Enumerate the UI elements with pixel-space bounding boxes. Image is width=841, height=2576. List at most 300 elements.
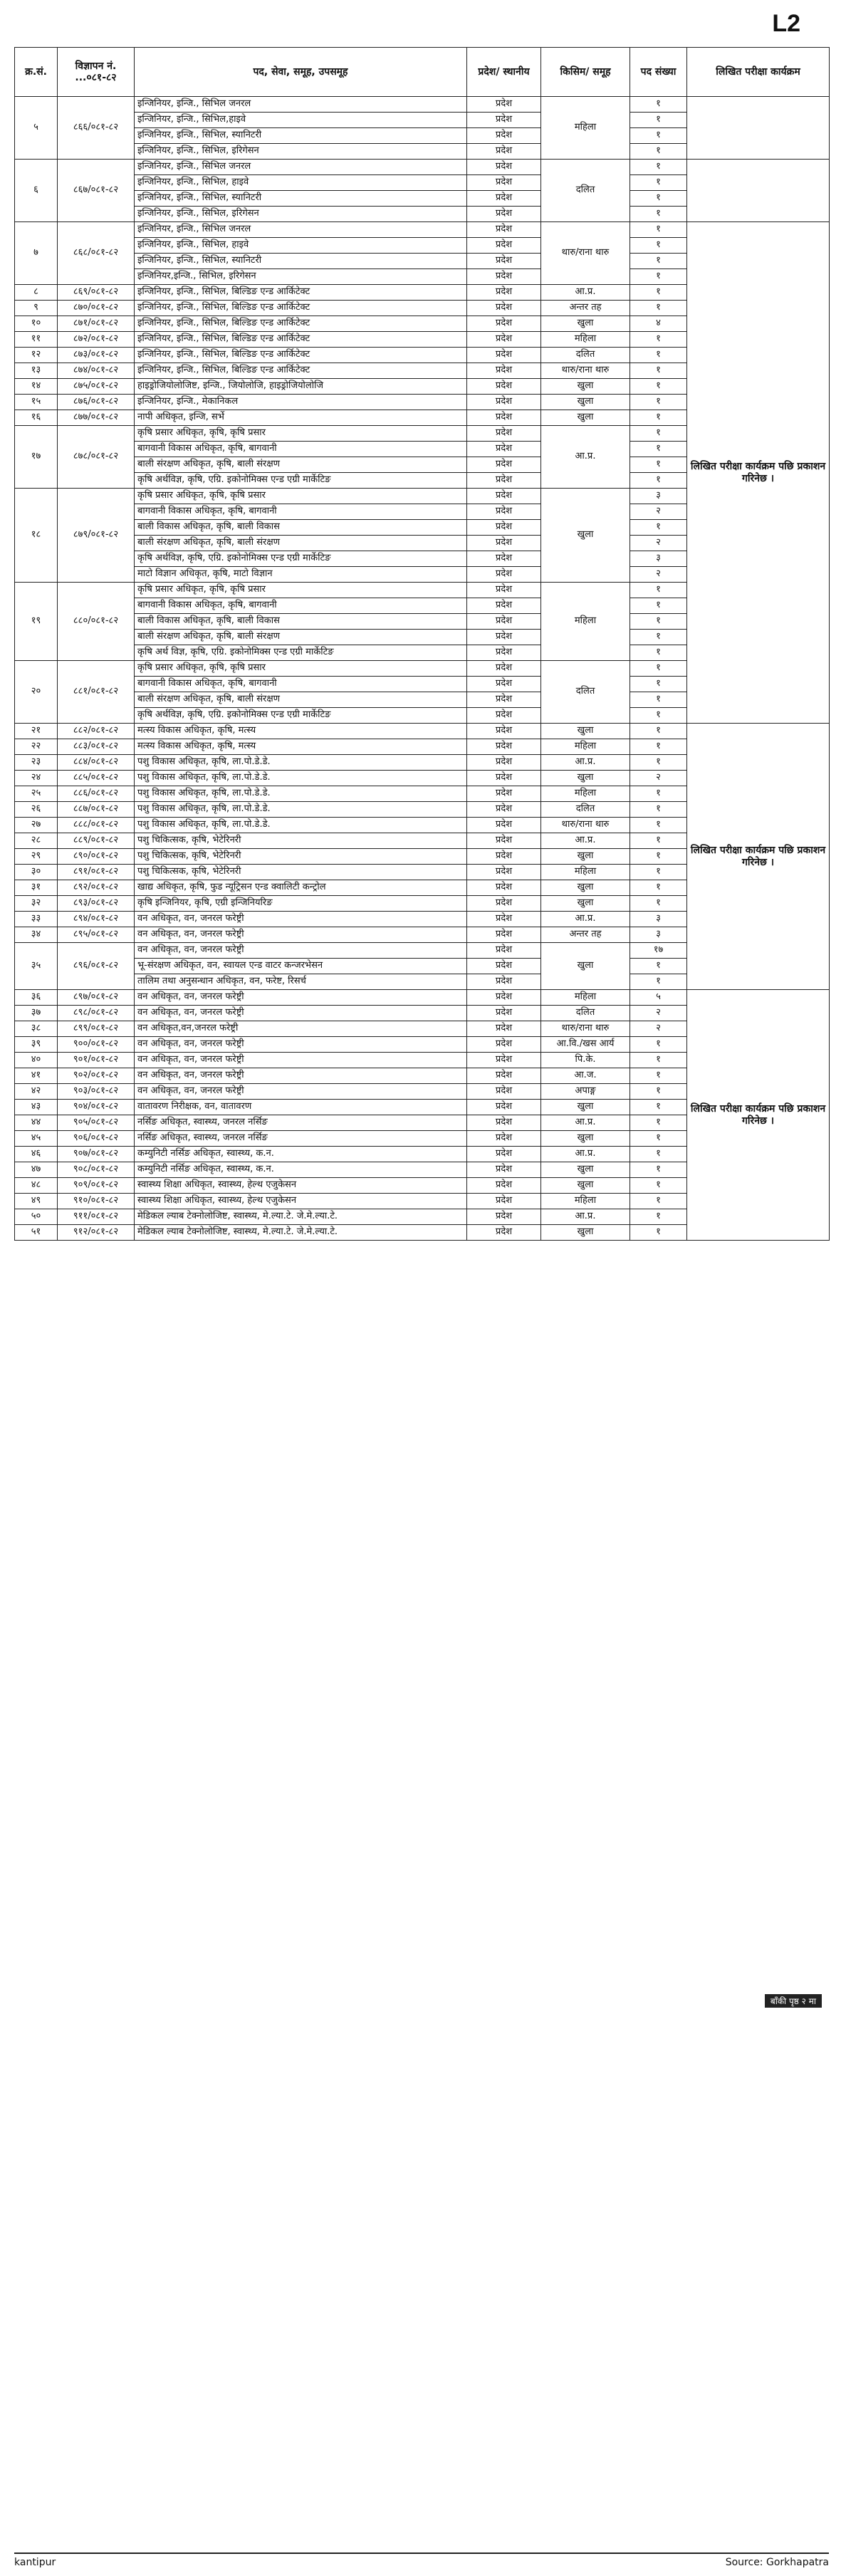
row-adv-number: ८८३/०८१-८२ <box>58 739 135 755</box>
row-count: १ <box>630 363 687 379</box>
row-sn: ८ <box>15 285 58 301</box>
row-post: वन अधिकृत, वन, जनरल फरेष्ट्री <box>135 1068 467 1084</box>
row-count: १ <box>630 755 687 771</box>
row-post: स्वास्थ्य शिक्षा अधिकृत, स्वास्थ्य, हेल्थ एजुकेसन <box>135 1194 467 1209</box>
row-adv-number: ८७७/०८१-८२ <box>58 410 135 426</box>
row-count: २ <box>630 567 687 583</box>
row-adv-number: ८७१/०८१-८२ <box>58 316 135 332</box>
row-post: पशु चिकित्सक, कृषि, भेटेरिनरी <box>135 849 467 865</box>
row-type: आ.प्र. <box>541 833 630 849</box>
row-level: प्रदेश <box>467 536 541 551</box>
row-level: प्रदेश <box>467 645 541 661</box>
header-post: पद, सेवा, समूह, उपसमूह <box>135 48 467 97</box>
row-adv-number: ९०६/०८१-८२ <box>58 1131 135 1147</box>
row-adv-number: ९११/०८१-८२ <box>58 1209 135 1225</box>
row-level: प्रदेश <box>467 113 541 128</box>
row-level: प्रदेश <box>467 191 541 207</box>
row-adv-number: ९०१/०८१-८२ <box>58 1053 135 1068</box>
row-adv-number: ८८०/०८१-८२ <box>58 583 135 661</box>
row-adv-number: ८९५/०८१-८२ <box>58 927 135 943</box>
table-body <box>15 97 830 1241</box>
footer-left: kantipur <box>14 2557 56 2568</box>
row-post: पशु विकास अधिकृत, कृषि, ला.पो.डे.डे. <box>135 786 467 802</box>
row-level: प्रदेश <box>467 269 541 285</box>
row-adv-number: ८९८/०८१-८२ <box>58 1006 135 1021</box>
row-count: १ <box>630 1147 687 1162</box>
row-post: भू-संरक्षण अधिकृत, वन, स्वायल एन्ड वाटर कन्जरभेसन <box>135 959 467 974</box>
row-post: इन्जिनियर, इन्जि., सिभिल जनरल <box>135 97 467 113</box>
row-post: नर्सिङ अधिकृत, स्वास्थ्य, जनरल नर्सिङ <box>135 1115 467 1131</box>
row-sn: ४६ <box>15 1147 58 1162</box>
row-sn: ६ <box>15 160 58 222</box>
header-level: प्रदेश/ स्थानीय <box>467 48 541 97</box>
row-count: १ <box>630 1115 687 1131</box>
row-level: प्रदेश <box>467 583 541 598</box>
row-post: इन्जिनियर, इन्जि., सिभिल, हाइवे <box>135 238 467 254</box>
row-sn: १६ <box>15 410 58 426</box>
row-count: १ <box>630 974 687 990</box>
row-level: प्रदेश <box>467 301 541 316</box>
row-adv-number: ८६६/०८१-८२ <box>58 97 135 160</box>
row-adv-number: ८८२/०८१-८२ <box>58 724 135 739</box>
row-count: १ <box>630 254 687 269</box>
row-sn: २३ <box>15 755 58 771</box>
row-post: इन्जिनियर, इन्जि., सिभिल, बिल्डिङ एन्ड आर्किटेक्ट <box>135 348 467 363</box>
row-count: १ <box>630 285 687 301</box>
footer-rule <box>14 2552 829 2554</box>
row-level: प्रदेश <box>467 175 541 191</box>
row-level: प्रदेश <box>467 1053 541 1068</box>
row-type: खुला <box>541 379 630 395</box>
row-sn: ११ <box>15 332 58 348</box>
row-level: प्रदेश <box>467 97 541 113</box>
row-post: इन्जिनियर, इन्जि., सिभिल, बिल्डिङ एन्ड आर्किटेक्ट <box>135 285 467 301</box>
row-post: इन्जिनियर, इन्जि., सिभिल, बिल्डिङ एन्ड आर्किटेक्ट <box>135 332 467 348</box>
row-level: प्रदेश <box>467 1068 541 1084</box>
row-type: खुला <box>541 724 630 739</box>
row-count: २ <box>630 1006 687 1021</box>
row-adv-number: ८८५/०८१-८२ <box>58 771 135 786</box>
row-count: १ <box>630 598 687 614</box>
row-type: दलित <box>541 348 630 363</box>
row-level: प्रदेश <box>467 896 541 912</box>
row-post: पशु चिकित्सक, कृषि, भेटेरिनरी <box>135 865 467 880</box>
row-level: प्रदेश <box>467 739 541 755</box>
row-count: १ <box>630 410 687 426</box>
row-level: प्रदेश <box>467 160 541 175</box>
row-level: प्रदेश <box>467 661 541 677</box>
row-count: १ <box>630 1225 687 1241</box>
row-post: कृषि अर्थविज्ञ, कृषि, एग्रि. इकोनोमिक्स एन्ड एग्री मार्केटिङ <box>135 473 467 489</box>
row-count: १ <box>630 426 687 442</box>
row-count: १ <box>630 457 687 473</box>
row-level: प्रदेश <box>467 630 541 645</box>
row-post: इन्जिनियर, इन्जि., सिभिल जनरल <box>135 160 467 175</box>
row-count: १ <box>630 865 687 880</box>
row-sn: २५ <box>15 786 58 802</box>
row-level: प्रदेश <box>467 1006 541 1021</box>
row-post: इन्जिनियर, इन्जि., सिभिल,हाइवे <box>135 113 467 128</box>
row-adv-number: ८९१/०८१-८२ <box>58 865 135 880</box>
row-level: प्रदेश <box>467 222 541 238</box>
row-sn: ४३ <box>15 1100 58 1115</box>
row-post: वन अधिकृत, वन, जनरल फरेष्ट्री <box>135 1084 467 1100</box>
row-level: प्रदेश <box>467 410 541 426</box>
row-level: प्रदेश <box>467 1162 541 1178</box>
row-post: इन्जिनियर, इन्जि., सिभिल, इरिगेसन <box>135 207 467 222</box>
row-type: पि.के. <box>541 1053 630 1068</box>
row-post: इन्जिनियर, इन्जि., सिभिल, स्यानिटरी <box>135 128 467 144</box>
row-post: बाली विकास अधिकृत, कृषि, बाली विकास <box>135 614 467 630</box>
continued-tag: बाँकी पृष्ठ २ मा <box>765 1994 822 2008</box>
row-count: १ <box>630 833 687 849</box>
row-level: प्रदेश <box>467 285 541 301</box>
row-adv-number: ८७४/०८१-८२ <box>58 363 135 379</box>
row-post: इन्जिनियर, इन्जि., सिभिल, बिल्डिङ एन्ड आर्किटेक्ट <box>135 301 467 316</box>
row-sn: १२ <box>15 348 58 363</box>
row-post: इन्जिनियर, इन्जि., सिभिल, बिल्डिङ एन्ड आर्किटेक्ट <box>135 363 467 379</box>
row-exam-schedule: लिखित परीक्षा कार्यक्रम पछि प्रकाशन गरिनेछ । <box>687 724 830 990</box>
row-type: खुला <box>541 489 630 583</box>
row-type: आ.प्र. <box>541 1147 630 1162</box>
row-count: १ <box>630 301 687 316</box>
row-post: माटो विज्ञान अधिकृत, कृषि, माटो विज्ञान <box>135 567 467 583</box>
row-type: आ.ज. <box>541 1068 630 1084</box>
row-level: प्रदेश <box>467 254 541 269</box>
row-count: १ <box>630 724 687 739</box>
row-type: थारु/राना थारु <box>541 363 630 379</box>
row-type: दलित <box>541 1006 630 1021</box>
row-count: १ <box>630 896 687 912</box>
header-count: पद संख्या <box>630 48 687 97</box>
footer <box>14 2557 829 2568</box>
row-sn: १० <box>15 316 58 332</box>
row-sn: ४२ <box>15 1084 58 1100</box>
row-type: महिला <box>541 739 630 755</box>
row-count: १ <box>630 959 687 974</box>
row-post: कृषि अर्थविज्ञ, कृषि, एग्रि. इकोनोमिक्स एन्ड एग्री मार्केटिङ <box>135 551 467 567</box>
row-post: कृषि अर्थ विज्ञ, कृषि, एग्रि. इकोनोमिक्स एन्ड एग्री मार्केटिङ <box>135 645 467 661</box>
header-sn: क्र.सं. <box>15 48 58 97</box>
row-sn: १५ <box>15 395 58 410</box>
row-exam-empty <box>687 160 830 222</box>
table-row <box>15 222 830 238</box>
row-adv-number: ८७०/०८१-८२ <box>58 301 135 316</box>
row-count: २ <box>630 504 687 520</box>
row-level: प्रदेश <box>467 489 541 504</box>
row-count: १ <box>630 207 687 222</box>
row-post: वन अधिकृत, वन, जनरल फरेष्ट्री <box>135 1037 467 1053</box>
row-adv-number: ८८६/०८१-८२ <box>58 786 135 802</box>
row-adv-number: ८६९/०८१-८२ <box>58 285 135 301</box>
row-type: महिला <box>541 786 630 802</box>
row-adv-number: ८७८/०८१-८२ <box>58 426 135 489</box>
row-level: प्रदेश <box>467 818 541 833</box>
row-adv-number: ८६८/०८१-८२ <box>58 222 135 285</box>
row-level: प्रदेश <box>467 426 541 442</box>
row-adv-number: ९०७/०८१-८२ <box>58 1147 135 1162</box>
row-post: हाइड्रोजियोलोजिष्ट, इन्जि., जियोलोजि, हाइड्रोजियोलोजि <box>135 379 467 395</box>
row-type: आ.प्र. <box>541 1115 630 1131</box>
row-type: खुला <box>541 771 630 786</box>
row-adv-number: ८७२/०८१-८२ <box>58 332 135 348</box>
row-count: १ <box>630 1209 687 1225</box>
row-count: १ <box>630 708 687 724</box>
row-level: प्रदेश <box>467 692 541 708</box>
row-count: २ <box>630 771 687 786</box>
row-level: प्रदेश <box>467 520 541 536</box>
row-count: १ <box>630 645 687 661</box>
row-level: प्रदेश <box>467 974 541 990</box>
row-level: प्रदेश <box>467 677 541 692</box>
row-count: १ <box>630 97 687 113</box>
row-adv-number: ८९४/०८१-८२ <box>58 912 135 927</box>
row-sn: ३५ <box>15 943 58 990</box>
row-post: बाली संरक्षण अधिकृत, कृषि, बाली संरक्षण <box>135 692 467 708</box>
row-adv-number: ९०३/०८१-८२ <box>58 1084 135 1100</box>
row-post: कृषि प्रसार अधिकृत, कृषि, कृषि प्रसार <box>135 583 467 598</box>
row-post: बागवानी विकास अधिकृत, कृषि, बागवानी <box>135 598 467 614</box>
row-sn: ४४ <box>15 1115 58 1131</box>
row-sn: ३६ <box>15 990 58 1006</box>
row-count: १ <box>630 473 687 489</box>
row-level: प्रदेश <box>467 912 541 927</box>
row-adv-number: ९१२/०८१-८२ <box>58 1225 135 1241</box>
row-count: १ <box>630 1162 687 1178</box>
row-sn: ४० <box>15 1053 58 1068</box>
row-sn: ३२ <box>15 896 58 912</box>
row-level: प्रदेश <box>467 771 541 786</box>
row-count: १ <box>630 238 687 254</box>
row-sn: २६ <box>15 802 58 818</box>
row-sn: ३० <box>15 865 58 880</box>
row-sn: १८ <box>15 489 58 583</box>
row-sn: ४८ <box>15 1178 58 1194</box>
row-sn: २८ <box>15 833 58 849</box>
row-count: १ <box>630 849 687 865</box>
row-level: प्रदेश <box>467 833 541 849</box>
table-row <box>15 160 830 175</box>
row-sn: २७ <box>15 818 58 833</box>
row-level: प्रदेश <box>467 802 541 818</box>
row-type: आ.प्र. <box>541 1209 630 1225</box>
row-post: इन्जिनियर,इन्जि., सिभिल, इरिगेसन <box>135 269 467 285</box>
row-adv-number: ८८९/०८१-८२ <box>58 833 135 849</box>
row-type: महिला <box>541 97 630 160</box>
row-level: प्रदेश <box>467 927 541 943</box>
row-count: १ <box>630 395 687 410</box>
row-type: दलित <box>541 661 630 724</box>
row-level: प्रदेश <box>467 1037 541 1053</box>
row-level: प्रदेश <box>467 1115 541 1131</box>
row-post: नर्सिङ अधिकृत, स्वास्थ्य, जनरल नर्सिङ <box>135 1131 467 1147</box>
row-level: प्रदेश <box>467 128 541 144</box>
row-type: खुला <box>541 1131 630 1147</box>
row-adv-number: ८८४/०८१-८२ <box>58 755 135 771</box>
row-adv-number: ९०४/०८१-८२ <box>58 1100 135 1115</box>
row-count: १ <box>630 160 687 175</box>
row-type: खुला <box>541 1225 630 1241</box>
row-count: १ <box>630 144 687 160</box>
row-count: १७ <box>630 943 687 959</box>
row-post: कृषि इन्जिनियर, कृषि, एग्री इन्जिनियरिङ <box>135 896 467 912</box>
row-count: १ <box>630 332 687 348</box>
row-level: प्रदेश <box>467 990 541 1006</box>
row-adv-number: ८७६/०८१-८२ <box>58 395 135 410</box>
row-count: १ <box>630 1194 687 1209</box>
row-sn: ७ <box>15 222 58 285</box>
row-level: प्रदेश <box>467 1131 541 1147</box>
row-sn: ३८ <box>15 1021 58 1037</box>
row-level: प्रदेश <box>467 598 541 614</box>
table-header-row <box>15 48 830 97</box>
row-count: १ <box>630 677 687 692</box>
row-post: वन अधिकृत, वन, जनरल फरेष्ट्री <box>135 1006 467 1021</box>
row-adv-number: ९०९/०८१-८२ <box>58 1178 135 1194</box>
row-sn: ३४ <box>15 927 58 943</box>
row-count: ४ <box>630 316 687 332</box>
row-adv-number: ८७९/०८१-८२ <box>58 489 135 583</box>
row-level: प्रदेश <box>467 1084 541 1100</box>
row-level: प्रदेश <box>467 1100 541 1115</box>
vacancy-table <box>14 47 830 1241</box>
row-type: महिला <box>541 332 630 348</box>
row-level: प्रदेश <box>467 379 541 395</box>
row-count: १ <box>630 1100 687 1115</box>
row-sn: २४ <box>15 771 58 786</box>
row-count: १ <box>630 583 687 598</box>
row-type: आ.वि./खस आर्य <box>541 1037 630 1053</box>
row-sn: १३ <box>15 363 58 379</box>
row-count: १ <box>630 692 687 708</box>
row-post: बागवानी विकास अधिकृत, कृषि, बागवानी <box>135 442 467 457</box>
row-level: प्रदेश <box>467 708 541 724</box>
row-post: पशु विकास अधिकृत, कृषि, ला.पो.डे.डे. <box>135 802 467 818</box>
row-count: १ <box>630 1068 687 1084</box>
row-level: प्रदेश <box>467 473 541 489</box>
row-level: प्रदेश <box>467 395 541 410</box>
row-type: अन्तर तह <box>541 301 630 316</box>
row-post: तालिम तथा अनुसन्धान अधिकृत, वन, फरेष्ट, रिसर्च <box>135 974 467 990</box>
row-sn: १९ <box>15 583 58 661</box>
row-sn: ५१ <box>15 1225 58 1241</box>
row-level: प्रदेश <box>467 442 541 457</box>
row-sn: ९ <box>15 301 58 316</box>
table-row <box>15 97 830 113</box>
row-sn: १७ <box>15 426 58 489</box>
row-post: मत्स्य विकास अधिकृत, कृषि, मत्स्य <box>135 724 467 739</box>
row-count: २ <box>630 536 687 551</box>
row-type: खुला <box>541 316 630 332</box>
row-count: १ <box>630 1178 687 1194</box>
row-count: ५ <box>630 990 687 1006</box>
row-count: १ <box>630 630 687 645</box>
row-post: इन्जिनियर, इन्जि., मेकानिकल <box>135 395 467 410</box>
row-count: १ <box>630 348 687 363</box>
row-post: इन्जिनियर, इन्जि., सिभिल, बिल्डिङ एन्ड आर्किटेक्ट <box>135 316 467 332</box>
row-count: १ <box>630 818 687 833</box>
row-level: प्रदेश <box>467 457 541 473</box>
row-post: पशु विकास अधिकृत, कृषि, ला.पो.डे.डे. <box>135 818 467 833</box>
header-type: किसिम/ समूह <box>541 48 630 97</box>
row-adv-number: ८७५/०८१-८२ <box>58 379 135 395</box>
row-type: थारु/राना थारु <box>541 818 630 833</box>
page-label: L2 <box>772 10 800 37</box>
row-post: वन अधिकृत, वन, जनरल फरेष्ट्री <box>135 927 467 943</box>
row-post: इन्जिनियर, इन्जि., सिभिल, स्यानिटरी <box>135 191 467 207</box>
row-type: खुला <box>541 849 630 865</box>
row-post: बाली संरक्षण अधिकृत, कृषि, बाली संरक्षण <box>135 630 467 645</box>
row-type: खुला <box>541 1100 630 1115</box>
row-adv-number: ८९९/०८१-८२ <box>58 1021 135 1037</box>
row-adv-number: ८९६/०८१-८२ <box>58 943 135 990</box>
row-adv-number: ८९०/०८१-८२ <box>58 849 135 865</box>
row-post: कृषि अर्थविज्ञ, कृषि, एग्रि. इकोनोमिक्स एन्ड एग्री मार्केटिङ <box>135 708 467 724</box>
row-adv-number: ९१०/०८१-८२ <box>58 1194 135 1209</box>
row-level: प्रदेश <box>467 238 541 254</box>
row-sn: ३३ <box>15 912 58 927</box>
row-type: महिला <box>541 583 630 661</box>
row-count: १ <box>630 1084 687 1100</box>
row-type: खुला <box>541 395 630 410</box>
row-adv-number: ८९७/०८१-८२ <box>58 990 135 1006</box>
row-count: ३ <box>630 912 687 927</box>
row-count: १ <box>630 379 687 395</box>
row-type: खुला <box>541 1162 630 1178</box>
row-adv-number: ८८८/०८१-८२ <box>58 818 135 833</box>
table-row <box>15 724 830 739</box>
row-adv-number: ८९२/०८१-८२ <box>58 880 135 896</box>
footer-source: Source: Gorkhapatra <box>725 2557 829 2568</box>
row-sn: ४७ <box>15 1162 58 1178</box>
row-post: वातावरण निरीक्षक, वन, वातावरण <box>135 1100 467 1115</box>
row-post: कृषि प्रसार अधिकृत, कृषि, कृषि प्रसार <box>135 489 467 504</box>
row-count: १ <box>630 222 687 238</box>
row-sn: ३१ <box>15 880 58 896</box>
row-count: १ <box>630 442 687 457</box>
row-type: दलित <box>541 160 630 222</box>
row-type: थारु/राना थारु <box>541 222 630 285</box>
row-count: १ <box>630 661 687 677</box>
row-level: प्रदेश <box>467 551 541 567</box>
row-level: प्रदेश <box>467 1194 541 1209</box>
row-level: प्रदेश <box>467 316 541 332</box>
row-adv-number: ९०८/०८१-८२ <box>58 1162 135 1178</box>
row-sn: ५० <box>15 1209 58 1225</box>
row-level: प्रदेश <box>467 1209 541 1225</box>
row-type: खुला <box>541 896 630 912</box>
row-adv-number: ८६७/०८१-८२ <box>58 160 135 222</box>
row-sn: १४ <box>15 379 58 395</box>
row-level: प्रदेश <box>467 724 541 739</box>
row-post: कृषि प्रसार अधिकृत, कृषि, कृषि प्रसार <box>135 426 467 442</box>
row-post: नापी अधिकृत, इन्जि, सर्भे <box>135 410 467 426</box>
row-type: अन्तर तह <box>541 927 630 943</box>
row-type: महिला <box>541 865 630 880</box>
row-count: १ <box>630 786 687 802</box>
row-sn: २० <box>15 661 58 724</box>
row-level: प्रदेश <box>467 849 541 865</box>
row-adv-number: ९०५/०८१-८२ <box>58 1115 135 1131</box>
row-type: अपाङ्ग <box>541 1084 630 1100</box>
row-type: आ.प्र. <box>541 426 630 489</box>
row-exam-empty <box>687 97 830 160</box>
row-post: खाद्य अधिकृत, कृषि, फुड न्यूट्रिसन एन्ड क्वालिटी कन्ट्रोल <box>135 880 467 896</box>
row-count: १ <box>630 113 687 128</box>
row-post: बाली संरक्षण अधिकृत, कृषि, बाली संरक्षण <box>135 536 467 551</box>
row-post: पशु चिकित्सक, कृषि, भेटेरिनरी <box>135 833 467 849</box>
row-post: मत्स्य विकास अधिकृत, कृषि, मत्स्य <box>135 739 467 755</box>
